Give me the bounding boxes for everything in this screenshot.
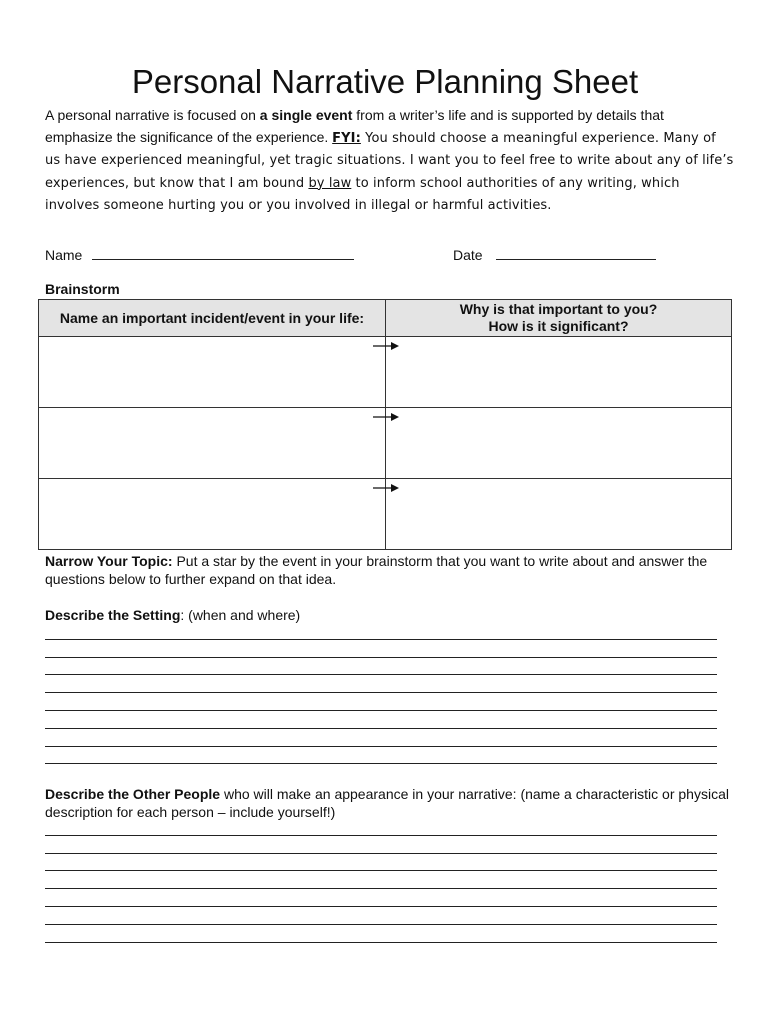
answer-line[interactable] xyxy=(45,836,717,854)
importance-header-line2: How is it significant? xyxy=(488,318,629,334)
answer-line[interactable] xyxy=(45,907,717,925)
brainstorm-heading: Brainstorm xyxy=(45,281,120,297)
answer-line[interactable] xyxy=(45,925,717,943)
date-input-line[interactable] xyxy=(496,245,656,260)
date-field xyxy=(453,245,656,264)
brainstorm-table xyxy=(38,299,732,550)
importance-cell[interactable] xyxy=(386,408,732,479)
answer-line[interactable] xyxy=(45,693,717,711)
intro-text-1: A personal narrative is focused on xyxy=(45,107,260,123)
arrow-right-icon xyxy=(373,341,399,351)
answer-line[interactable] xyxy=(45,622,717,640)
table-row xyxy=(39,337,732,408)
setting-text: : (when and where) xyxy=(180,607,301,623)
answer-line[interactable] xyxy=(45,889,717,907)
importance-cell[interactable] xyxy=(386,337,732,408)
event-column-header: Name an important incident/event in your life: xyxy=(39,300,386,337)
name-field xyxy=(45,245,354,264)
intro-paragraph xyxy=(45,105,735,217)
name-input-line[interactable] xyxy=(92,245,354,260)
importance-header-line1: Why is that important to you? xyxy=(459,301,658,317)
answer-line[interactable] xyxy=(45,711,717,729)
intro-bold-single-event: a single event xyxy=(259,107,353,123)
fyi-text-2: to inform school authorities of any writing, which involves someone hurting you or you involved in illegal or harmful activities. xyxy=(45,175,680,213)
page-title: Personal Narrative Planning Sheet xyxy=(131,63,639,100)
name-label: Name xyxy=(45,247,83,263)
narrow-topic-label: Narrow Your Topic: xyxy=(45,553,173,569)
answer-line[interactable] xyxy=(45,818,717,836)
date-label: Date xyxy=(453,247,483,263)
answer-line[interactable] xyxy=(45,675,717,693)
other-people-answer-lines xyxy=(45,818,717,943)
setting-answer-lines xyxy=(45,622,717,764)
answer-line[interactable] xyxy=(45,871,717,889)
table-row xyxy=(39,479,732,550)
answer-line[interactable] xyxy=(45,658,717,676)
event-cell[interactable] xyxy=(39,337,386,408)
other-people-prompt xyxy=(45,785,735,821)
answer-line[interactable] xyxy=(45,729,717,747)
answer-line[interactable] xyxy=(45,747,717,765)
narrow-topic-instructions xyxy=(45,552,735,588)
event-cell[interactable] xyxy=(39,408,386,479)
table-row xyxy=(39,408,732,479)
importance-cell[interactable] xyxy=(386,479,732,550)
intro-text-2: from a writer’s life and is supported by details that emphasize the significance of the experience. xyxy=(45,107,664,145)
other-people-label: Describe the Other People xyxy=(45,786,221,802)
arrow-right-icon xyxy=(373,483,399,493)
fyi-label: FYI: xyxy=(332,130,361,146)
other-people-text: who will make an appearance in your narrative: (name a characteristic or physical description for each person – include yourself!) xyxy=(45,786,729,820)
narrow-topic-text: Put a star by the event in your brainstorm that you want to write about and answer the questions below to further expand on that idea. xyxy=(45,553,708,587)
brainstorm-header-row xyxy=(39,300,732,337)
fyi-text-1: You should choose a meaningful experience. Many of us have experienced meaningful, yet tragic situations. I want you to feel free to write about any of life’s experiences, but know that I am bound xyxy=(45,130,734,191)
answer-line[interactable] xyxy=(45,854,717,872)
answer-line[interactable] xyxy=(45,640,717,658)
event-cell[interactable] xyxy=(39,479,386,550)
importance-column-header xyxy=(386,300,732,337)
setting-label: Describe the Setting xyxy=(45,607,181,623)
arrow-right-icon xyxy=(373,412,399,422)
fyi-by-law: by law xyxy=(308,175,352,191)
